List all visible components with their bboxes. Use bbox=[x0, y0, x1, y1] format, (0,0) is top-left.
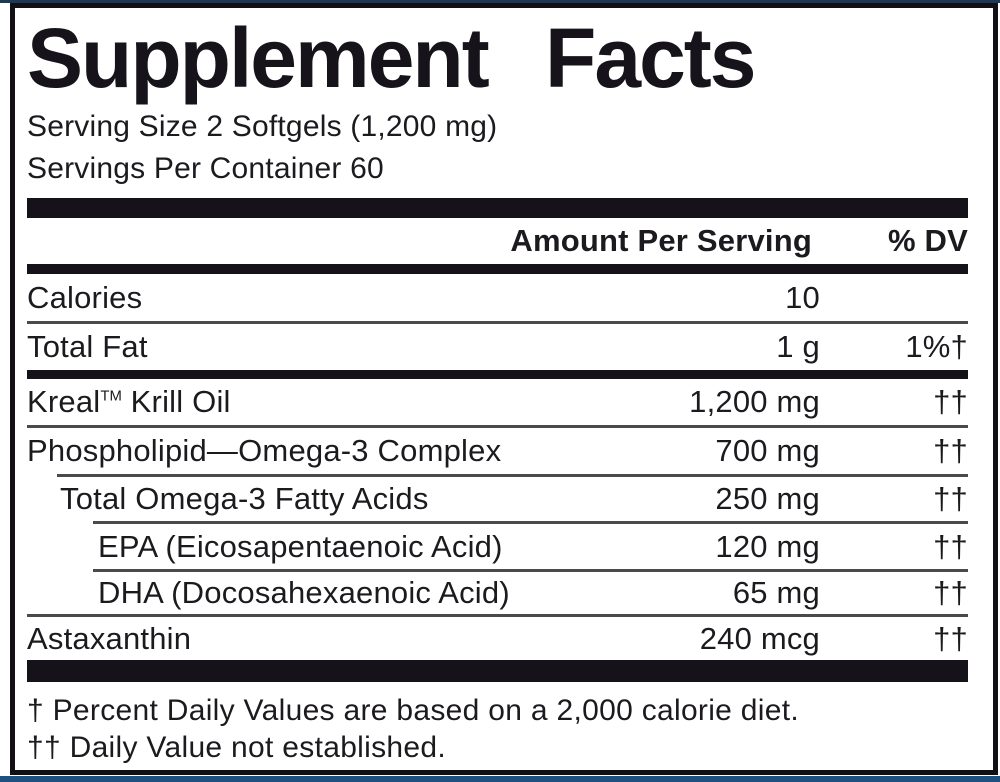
row-amount: 120 mg bbox=[715, 528, 820, 564]
table-row-calories bbox=[27, 274, 968, 321]
ingredient-name: Kreal bbox=[27, 384, 101, 419]
separator-bar-mid bbox=[27, 370, 968, 379]
row-name: Astaxanthin bbox=[27, 620, 192, 656]
serving-size-line: Serving Size 2 Softgels (1,200 mg) bbox=[27, 110, 498, 143]
servings-per-container-line: Servings Per Container 60 bbox=[27, 152, 384, 185]
row-amount: 1,200 mg bbox=[689, 384, 820, 419]
table-row-total-fat bbox=[27, 324, 968, 370]
row-name: EPA (Eicosapentaenoic Acid) bbox=[98, 528, 503, 564]
amount-per-serving-header: Amount Per Serving bbox=[510, 223, 812, 258]
row-dv: †† bbox=[933, 575, 968, 610]
footnotes bbox=[27, 692, 968, 766]
row-dv: †† bbox=[933, 620, 968, 656]
row-dv: †† bbox=[933, 528, 968, 564]
row-amount: 250 mg bbox=[715, 481, 820, 516]
row-name: Calories bbox=[27, 279, 143, 315]
footnote-percent-dv: † Percent Daily Values are based on a 2,000 calorie diet. bbox=[27, 694, 800, 727]
row-name: Total Fat bbox=[27, 329, 148, 364]
table-row-dha bbox=[27, 572, 968, 614]
row-amount: 240 mcg bbox=[699, 620, 820, 656]
bottom-edge-strip bbox=[0, 776, 1000, 782]
table-header-row bbox=[27, 218, 968, 264]
separator-bar-top bbox=[27, 198, 968, 218]
row-amount: 700 mg bbox=[715, 433, 820, 468]
row-name bbox=[27, 384, 660, 420]
table-row-total-omega3 bbox=[27, 477, 968, 521]
row-dv: †† bbox=[933, 433, 968, 468]
table-row-astaxanthin bbox=[27, 617, 968, 660]
separator-bar-bottom bbox=[27, 660, 968, 682]
footnote-dv-not-established: †† Daily Value not established. bbox=[27, 731, 447, 764]
row-amount: 10 bbox=[785, 279, 820, 315]
row-name: DHA (Docosahexaenoic Acid) bbox=[98, 575, 510, 610]
row-amount: 65 mg bbox=[732, 575, 820, 610]
row-dv: 1%† bbox=[905, 329, 968, 364]
trademark-symbol: TM bbox=[100, 388, 122, 405]
row-name: Total Omega-3 Fatty Acids bbox=[60, 481, 429, 516]
percent-dv-header: % DV bbox=[887, 223, 968, 258]
ingredient-name-rest: Krill Oil bbox=[121, 384, 231, 419]
row-dv: †† bbox=[933, 384, 968, 419]
row-name: Phospholipid—Omega-3 Complex bbox=[27, 433, 502, 468]
separator-bar-header bbox=[27, 264, 968, 274]
table-row-epa bbox=[27, 524, 968, 569]
table-row-krill-oil bbox=[27, 379, 968, 425]
panel-title: Supplement Facts bbox=[27, 11, 755, 105]
supplement-facts-panel bbox=[10, 3, 998, 775]
table-row-phospholipid-complex bbox=[27, 428, 968, 474]
row-dv: †† bbox=[933, 481, 968, 516]
row-amount: 1 g bbox=[776, 329, 820, 364]
